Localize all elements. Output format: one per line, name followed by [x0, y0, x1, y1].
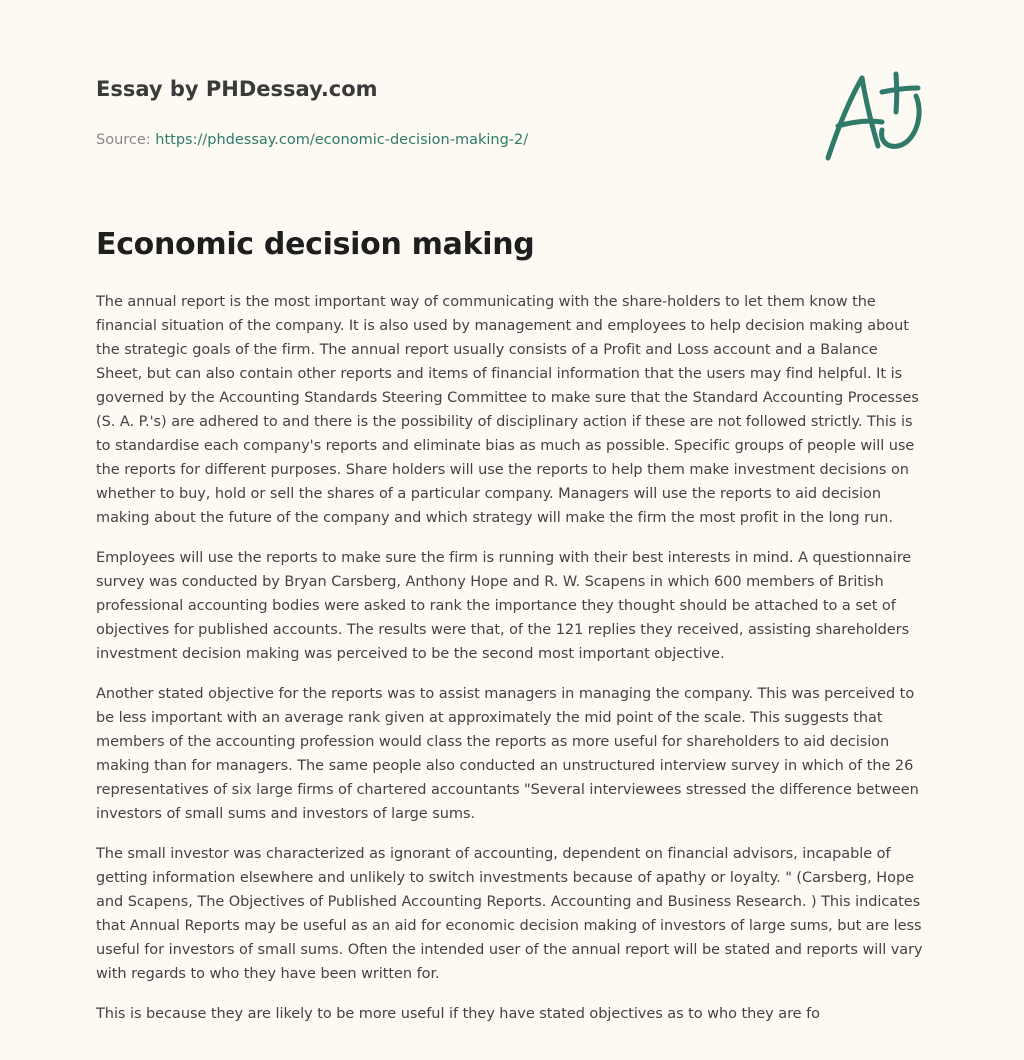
site-title: Essay by PHDessay.com	[96, 77, 378, 101]
page-header	[96, 74, 796, 150]
a-plus-logo-icon	[820, 66, 930, 166]
essay-paragraph: This is because they are likely to be more useful if they have stated objectives as to who they are fo	[96, 1006, 820, 1022]
source-line	[96, 130, 796, 150]
essay-paragraph: Employees will use the reports to make sure the firm is running with their best interests in mind. A questionnaire survey was conducted by Bryan Carsberg, Anthony Hope and R. W. Scapens in which 600 members of British professional accounting bodies were asked to rank the importance they thought should be attached to a set of objectives for published accounts. The results were that, of the 121 replies they received, assisting shareholders investment decision making was perceived to be the second most important objective.	[96, 550, 912, 662]
essay-title: Economic decision making	[96, 227, 535, 262]
essay-paragraph: Another stated objective for the reports was to assist managers in managing the company. This was perceived to be less important with an average rank given at approximately the mid point of the scale. This suggests that members of the accounting profession would class the reports as more useful for shareholders to aid decision making than for managers. The same people also conducted an unstructured interview survey in which of the 26 representatives of six large firms of chartered accountants "Several interviewees stressed the difference between investors of small sums and investors of large sums.	[96, 686, 919, 822]
essay-body	[96, 224, 928, 1042]
essay-paragraph: The annual report is the most important way of communicating with the share-holders to let them know the financial situation of the company. It is also used by management and employees to help decision making about the strategic goals of the firm. The annual report usually consists of a Profit and Loss account and a Balance Sheet, but can also contain other reports and items of financial information that the users may find helpful. It is governed by the Accounting Standards Steering Committee to make sure that the Standard Accounting Processes (S. A. P.'s) are adhered to and there is the possibility of disciplinary action if these are not followed strictly. This is to standardise each company's reports and eliminate bias as much as possible. Specific groups of people will use the reports for different purposes. Share holders will use the reports to help them make investment decisions on whether to buy, hold or sell the shares of a particular company. Managers will use the reports to aid decision making about the future of the company and which strategy will make the firm the most profit in the long run.	[96, 294, 919, 526]
source-link[interactable]: https://phdessay.com/economic-decision-making-2/	[155, 132, 529, 148]
source-label: Source:	[96, 132, 151, 148]
essay-paragraph: The small investor was characterized as ignorant of accounting, dependent on financial advisors, incapable of getting information elsewhere and unlikely to switch investments because of apathy or loyalty. " (Carsberg, Hope and Scapens, The Objectives of Published Accounting Reports. Accounting and Business Research. ) This indicates that Annual Reports may be useful as an aid for economic decision making of investors of large sums, but are less useful for investors of small sums. Often the intended user of the annual report will be stated and reports will vary with regards to who they have been written for.	[96, 846, 923, 982]
